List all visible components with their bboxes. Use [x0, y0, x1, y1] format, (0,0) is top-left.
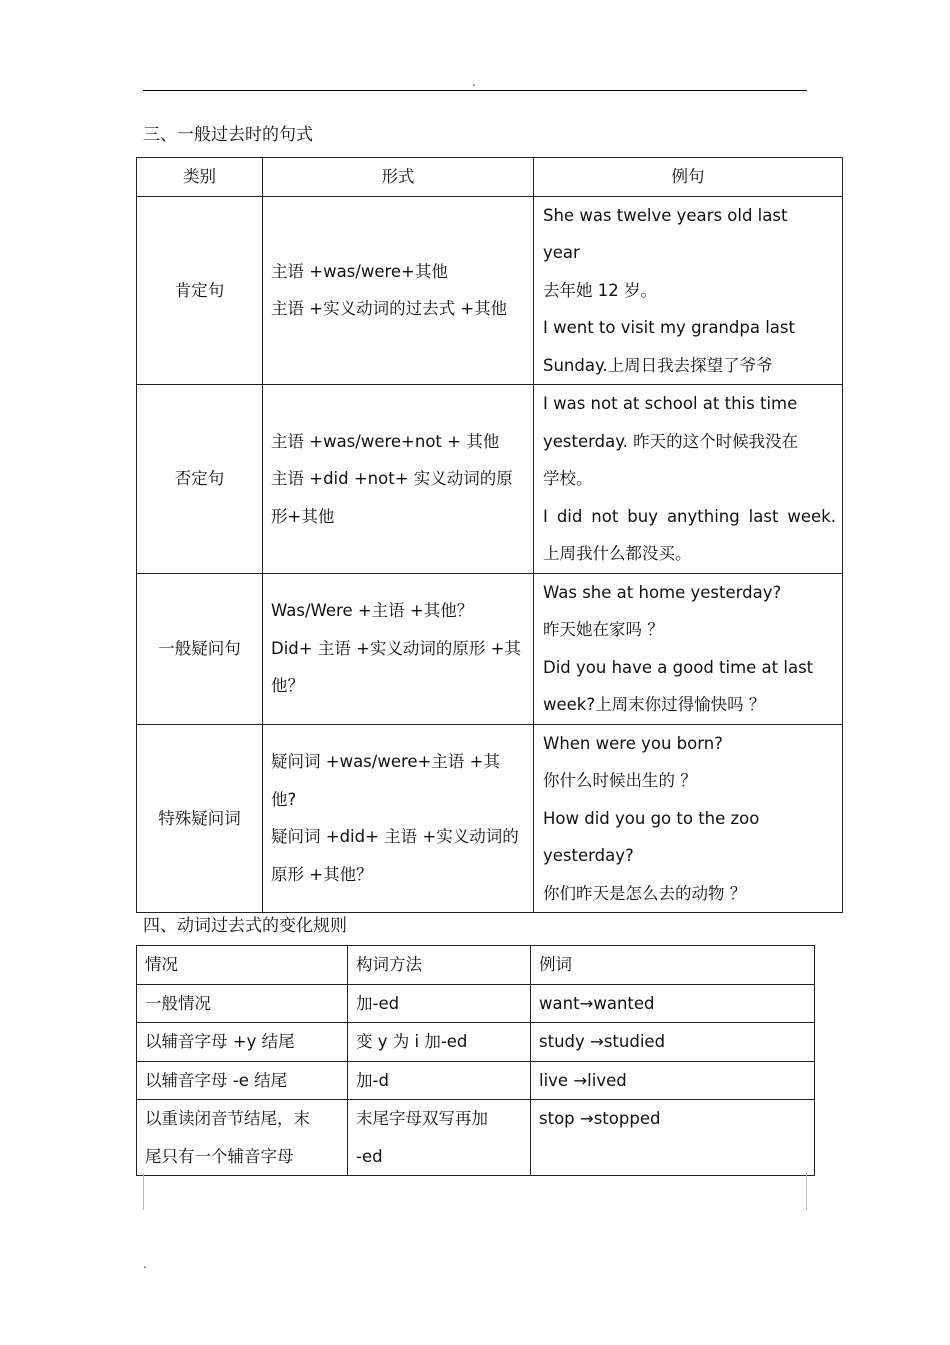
example-line: 上周我什么都没买。	[543, 544, 692, 563]
form-line: 他?	[271, 789, 297, 809]
form-cell	[263, 385, 534, 574]
table-row	[137, 984, 815, 1023]
example-line: Was she at home yesterday?	[543, 582, 782, 602]
form-line: Did+ 主语 +实义动词的原形 +其	[271, 638, 521, 658]
form-line: 形+其他	[271, 506, 335, 526]
example-cell	[534, 724, 843, 913]
past-tense-sentence-table	[136, 157, 843, 913]
example-line: yesterday?	[543, 846, 634, 865]
past-tense-rules-table	[136, 945, 815, 1176]
case-cell: 一般情况	[137, 984, 348, 1023]
form-line: 他？	[271, 676, 304, 696]
header-form: 形式	[263, 158, 534, 197]
form-line: 原形 +其他？	[271, 864, 373, 884]
example-line: Sunday.上周日我去探望了爷爷	[543, 355, 773, 375]
form-line: 主语 +实义动词的过去式 +其他	[271, 299, 508, 319]
table-row	[137, 1100, 815, 1176]
margin-line-right	[806, 1173, 807, 1210]
form-line: 主语 +was/were+not + 其他	[271, 431, 500, 451]
form-line: 主语 +was/were+其他	[271, 261, 448, 281]
section-3-heading: 三、一般过去时的句式	[143, 125, 313, 145]
footer-dot: .	[143, 1257, 147, 1271]
example-word-cell: live →lived	[531, 1061, 815, 1100]
example-line: She was twelve years old last	[543, 205, 788, 225]
example-cell	[534, 385, 843, 574]
form-line: 疑问词 +did+ 主语 +实义动词的	[271, 827, 519, 847]
example-word-cell: study →studied	[531, 1023, 815, 1062]
table-row-yes-no-question	[137, 573, 843, 724]
form-cell	[263, 196, 534, 385]
example-line: yesterday. 昨天的这个时候我没在	[543, 431, 799, 451]
section-4-heading: 四、动词过去式的变化规则	[143, 916, 347, 936]
example-line: How did you go to the zoo	[543, 808, 760, 828]
margin-line-left	[143, 1173, 144, 1210]
form-line: Was/Were +主语 +其他？	[271, 601, 474, 621]
header-rule	[143, 90, 807, 91]
case-line: 尾只有一个辅音字母	[145, 1146, 294, 1166]
example-line: week?上周末你过得愉快吗 ？	[543, 695, 766, 714]
example-cell	[534, 573, 843, 724]
example-line: When were you born?	[543, 733, 723, 753]
table-row-wh-question	[137, 724, 843, 913]
example-line: 你们昨天是怎么去的动物 ？	[543, 883, 747, 903]
category-cell: 否定句	[137, 385, 263, 574]
method-line: -ed	[356, 1146, 383, 1166]
case-line: 以重读闭音节结尾，末	[145, 1109, 310, 1128]
method-cell: 加-d	[348, 1061, 531, 1100]
example-line: 昨天她在家吗 ？	[543, 620, 664, 639]
case-cell: 以辅音字母 -e 结尾	[137, 1061, 348, 1100]
form-line: 主语 +did +not+ 实义动词的原	[271, 469, 513, 488]
header-case: 情况	[137, 946, 348, 985]
example-line: year	[543, 243, 580, 262]
example-word-cell: want→wanted	[531, 984, 815, 1023]
table-row-negative	[137, 385, 843, 574]
example-line: I did not buy anything last week.	[543, 506, 836, 526]
example-line: 学校。	[543, 469, 593, 488]
header-dot: .	[472, 75, 476, 89]
table-row	[137, 1061, 815, 1100]
method-cell: 加-ed	[348, 984, 531, 1023]
table-row	[137, 1023, 815, 1062]
form-cell	[263, 573, 534, 724]
example-cell	[534, 196, 843, 385]
example-line: I went to visit my grandpa last	[543, 318, 795, 337]
example-word-cell: stop →stopped	[531, 1100, 815, 1176]
header-method: 构词方法	[348, 946, 531, 985]
table-header-row	[137, 946, 815, 985]
example-line: 你什么时候出生的 ？	[543, 771, 697, 790]
example-line: Did you have a good time at last	[543, 657, 814, 677]
example-line: I was not at school at this time	[543, 394, 798, 413]
method-cell	[348, 1100, 531, 1176]
form-line: 疑问词 +was/were+主语 +其	[271, 752, 500, 772]
header-example-word: 例词	[531, 946, 815, 985]
form-cell	[263, 724, 534, 913]
case-cell	[137, 1100, 348, 1176]
header-example: 例句	[534, 158, 843, 197]
header-category: 类别	[137, 158, 263, 197]
category-cell: 一般疑问句	[137, 573, 263, 724]
category-cell: 特殊疑问词	[137, 724, 263, 913]
table-row-affirmative	[137, 196, 843, 385]
example-line: 去年她 12 岁。	[543, 280, 657, 300]
method-line: 末尾字母双写再加	[356, 1109, 488, 1128]
table-header-row	[137, 158, 843, 197]
category-cell: 肯定句	[137, 196, 263, 385]
case-cell: 以辅音字母 +y 结尾	[137, 1023, 348, 1062]
method-cell: 变 y 为 i 加-ed	[348, 1023, 531, 1062]
